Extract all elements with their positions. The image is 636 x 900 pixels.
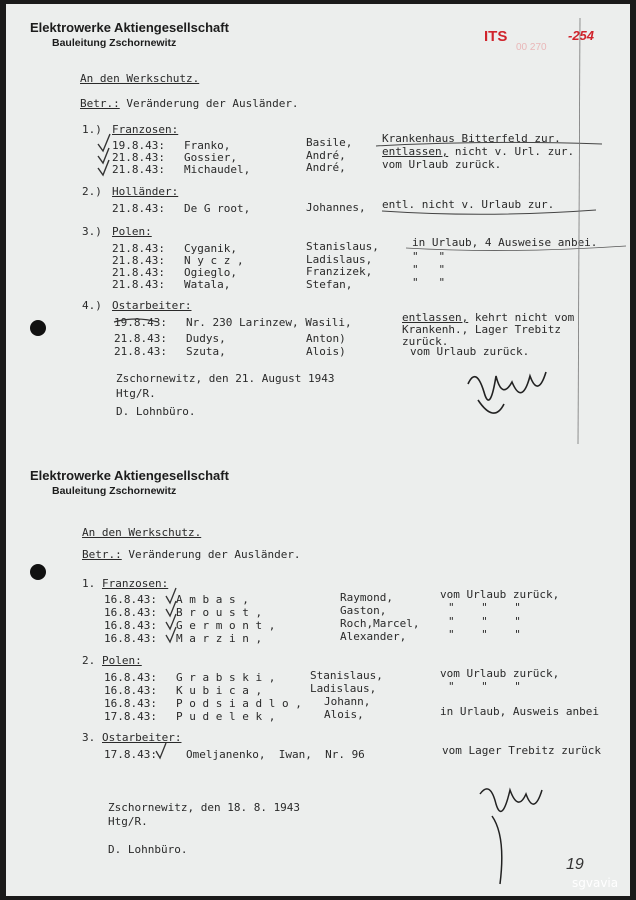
l2-s2-number: 2. — [82, 654, 96, 667]
l2-reference: Htg/R. — [108, 815, 148, 828]
l1-s1-r1-first: Basile, — [306, 136, 353, 149]
l2-s2-r2-note: " " " — [448, 680, 521, 693]
l2-s1-r2-first: Gaston, — [340, 604, 387, 617]
l1-subject: Betr.: Veränderung der Ausländer. — [80, 97, 299, 110]
l1-dept: Bauleitung Zschornewitz — [52, 37, 177, 49]
l2-s2-r4-first: Alois, — [324, 708, 364, 721]
l2-s3-title: Ostarbeiter: — [102, 731, 182, 744]
l1-s4-r3-note: vom Urlaub zurück. — [410, 345, 530, 358]
page-number-mark: 19 — [566, 856, 584, 873]
l2-s2-r2-date: 16.8.43: — [104, 684, 157, 697]
l1-s3-r1-note: in Urlaub, 4 Ausweise anbei. — [412, 236, 598, 249]
l1-s3-r2-date: 21.8.43: — [112, 254, 165, 267]
annotation-line — [382, 210, 596, 214]
l2-s1-r3-note: " " " — [448, 615, 521, 628]
annotation-line — [376, 142, 602, 146]
l1-s4-r2-date: 21.8.43: — [114, 332, 167, 345]
l1-s3-r3-note: " " — [412, 263, 446, 276]
l1-s4-r2-name: Dudys, — [186, 332, 226, 345]
l1-s1-r1-name: Franko, — [184, 139, 231, 152]
l2-company: Elektrowerke Aktiengesellschaft — [30, 468, 229, 483]
l1-company: Elektrowerke Aktiengesellschaft — [30, 20, 229, 35]
l2-s1-r2-note: " " " — [448, 601, 521, 614]
l2-s2-r1-first: Stanislaus, — [310, 669, 383, 682]
l2-s3-number: 3. — [82, 731, 96, 744]
l1-s4-r1-note-line3: zurück. — [402, 335, 449, 348]
l1-s3-r3-name: Ogieglo, — [184, 266, 237, 279]
l1-s3-r1-date: 21.8.43: — [112, 242, 165, 255]
l2-s3-r1-name: Omeljanenko, Iwan, Nr. 96 — [186, 748, 365, 761]
l1-s1-r1-date: 19.8.43: — [112, 139, 165, 152]
l2-s2-r4-note: in Urlaub, Ausweis anbei — [440, 705, 599, 718]
l1-s3-r4-note: " " — [412, 276, 446, 289]
l2-s1-title: Franzosen: — [102, 577, 169, 590]
l2-s1-r4-date: 16.8.43: — [104, 632, 157, 645]
l1-s3-number: 3.) — [82, 225, 102, 238]
l1-s3-r3-first: Franzizek, — [306, 265, 373, 278]
check-mark-icon — [166, 588, 176, 603]
l1-s1-r2-name: Gossier, — [184, 151, 237, 164]
its-number: -254 — [568, 28, 595, 43]
document-page — [6, 4, 630, 896]
l1-s4-r3-date: 21.8.43: — [114, 345, 167, 358]
handwriting-overlay — [6, 4, 630, 896]
l2-s1-r1-note: vom Urlaub zurück, — [440, 588, 560, 601]
l2-s2-r1-date: 16.8.43: — [104, 671, 157, 684]
l2-s2-r4-date: 17.8.43: — [104, 710, 157, 723]
l1-s1-r2-first: André, — [306, 149, 346, 162]
l2-sender: D. Lohnbüro. — [108, 843, 188, 856]
l1-s1-r3-note: vom Urlaub zurück. — [382, 158, 502, 171]
l1-sender: D. Lohnbüro. — [116, 405, 196, 418]
l1-s3-r1-first: Stanislaus, — [306, 240, 379, 253]
l2-s1-r2-date: 16.8.43: — [104, 606, 157, 619]
l2-s1-r4-name: M a r z i n , — [176, 632, 263, 645]
l1-s2-r1-first: Johannes, — [306, 201, 366, 214]
l1-s2-title: Holländer: — [112, 185, 179, 198]
l1-s2-number: 2.) — [82, 185, 102, 198]
annotation-line — [406, 246, 626, 251]
l1-s4-r3-first: Alois) — [306, 345, 346, 358]
l1-s1-number: 1.) — [82, 123, 102, 136]
l2-s2-r2-name: K u b i c a , — [176, 684, 263, 697]
signature-icon — [468, 372, 546, 413]
l1-s2-r1-note: entl. nicht v. Urlaub zur. — [382, 198, 555, 211]
l1-s3-title: Polen: — [112, 225, 152, 238]
l1-s3-r4-date: 21.8.43: — [112, 278, 165, 291]
l1-s1-r2-note: entlassen, nicht v. Url. zur. — [382, 145, 575, 158]
l2-s1-r3-name: G e r m o n t , — [176, 619, 276, 632]
l1-s2-r1-date: 21.8.43: — [112, 202, 165, 215]
l1-place-date: Zschornewitz, den 21. August 1943 — [116, 372, 335, 385]
check-mark-icon — [166, 627, 176, 642]
l1-s4-r1-date: 19.8.43: — [114, 316, 167, 329]
signature-icon — [480, 789, 542, 884]
l2-s1-r3-first: Roch,Marcel, — [340, 617, 420, 630]
l2-s1-r1-date: 16.8.43: — [104, 593, 157, 606]
l2-subject: Betr.: Veränderung der Ausländer. — [82, 548, 301, 561]
l1-s3-r4-first: Stefan, — [306, 278, 353, 291]
l1-s3-r4-name: Watala, — [184, 278, 231, 291]
l2-s1-r1-first: Raymond, — [340, 591, 393, 604]
l2-s2-r1-name: G r a b s k i , — [176, 671, 276, 684]
l1-s1-r2-date: 21.8.43: — [112, 151, 165, 164]
l1-s4-r1-note: entlassen, kehrt nicht vom — [402, 311, 575, 324]
l2-s2-r4-name: P u d e l e k , — [176, 710, 276, 723]
l2-recipient: An den Werkschutz. — [82, 526, 202, 539]
l2-s1-r4-note: " " " — [448, 628, 521, 641]
l2-s1-r1-name: A m b a s , — [176, 593, 249, 606]
its-stamp: ITS — [484, 28, 508, 45]
l1-s2-r1-name: De G root, — [184, 202, 251, 215]
l1-s1-r3-first: André, — [306, 161, 346, 174]
overtype-scribble — [114, 319, 158, 322]
l2-place-date: Zschornewitz, den 18. 8. 1943 — [108, 801, 301, 814]
l1-s3-r2-first: Ladislaus, — [306, 253, 373, 266]
l2-s1-r3-date: 16.8.43: — [104, 619, 157, 632]
l2-dept: Bauleitung Zschornewitz — [52, 485, 177, 497]
l1-s4-r2-first: Anton) — [306, 332, 346, 345]
l1-s3-r3-date: 21.8.43: — [112, 266, 165, 279]
margin-line — [578, 18, 580, 444]
l2-s1-r2-name: B r o u s t , — [176, 606, 263, 619]
l2-s1-number: 1. — [82, 577, 96, 590]
l1-s4-r3-name: Szuta, — [186, 345, 226, 358]
l2-s2-r3-date: 16.8.43: — [104, 697, 157, 710]
l1-reference: Htg/R. — [116, 387, 156, 400]
l1-s4-title: Ostarbeiter: — [112, 299, 192, 312]
check-mark-icon — [166, 614, 176, 629]
check-mark-icon — [156, 743, 166, 758]
l2-s2-r3-name: P o d s i a d l o , — [176, 697, 302, 710]
l2-s2-r2-first: Ladislaus, — [310, 682, 377, 695]
l2-s1-r4-first: Alexander, — [340, 630, 407, 643]
l1-s3-r2-note: " " — [412, 250, 446, 263]
faint-stamp-number: 00 270 — [516, 42, 547, 53]
l1-s3-r2-name: N y c z , — [184, 254, 244, 267]
l2-s2-title: Polen: — [102, 654, 142, 667]
l2-s2-r3-first: Johann, — [324, 695, 371, 708]
l1-s4-r1-name: Nr. 230 Larinzew, Wasili, — [186, 316, 352, 329]
l1-s3-r1-name: Cyganik, — [184, 242, 237, 255]
l1-s4-number: 4.) — [82, 299, 102, 312]
l1-s1-r3-date: 21.8.43: — [112, 163, 165, 176]
l2-s3-r1-note: vom Lager Trebitz zurück — [442, 744, 601, 757]
check-mark-icon — [166, 601, 176, 616]
l1-s1-r1-note: Krankenhaus Bitterfeld zur. — [382, 132, 561, 145]
l1-s1-title: Franzosen: — [112, 123, 179, 136]
watermark: sgvavia — [572, 876, 619, 890]
l1-s4-r1-note-line2: Krankenh., Lager Trebitz — [402, 323, 561, 336]
l1-s1-r3-name: Michaudel, — [184, 163, 251, 176]
l1-recipient: An den Werkschutz. — [80, 72, 200, 85]
l2-s2-r1-note: vom Urlaub zurück, — [440, 667, 560, 680]
l2-s3-r1-date: 17.8.43: — [104, 748, 157, 761]
